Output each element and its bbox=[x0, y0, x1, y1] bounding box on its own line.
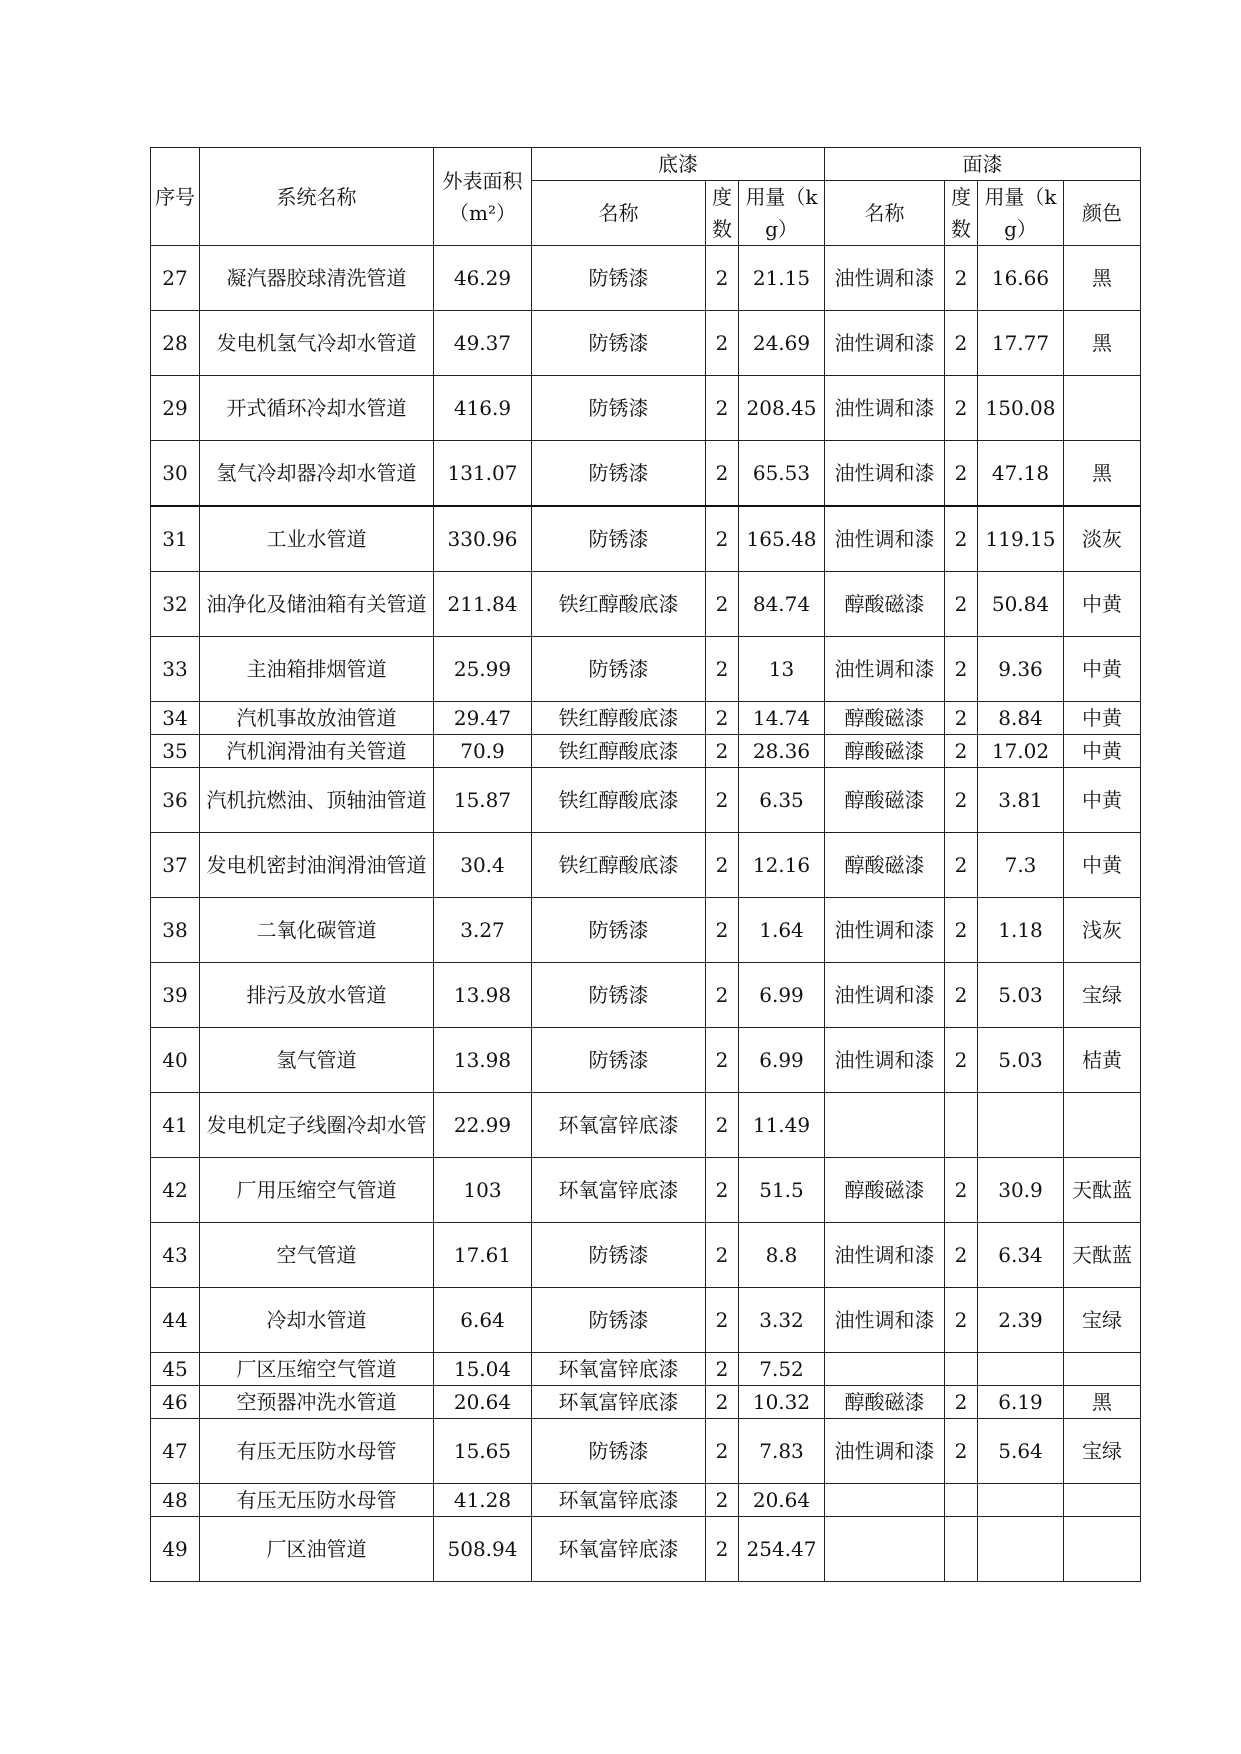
cell-topcoat-qty: 150.08 bbox=[978, 376, 1064, 441]
cell-color: 中黄 bbox=[1064, 572, 1141, 637]
cell-color bbox=[1064, 1517, 1141, 1582]
cell-topcoat-name: 醇酸磁漆 bbox=[825, 1158, 945, 1223]
cell-primer-qty: 6.99 bbox=[739, 963, 825, 1028]
cell-topcoat-coats: 2 bbox=[945, 1223, 978, 1288]
cell-topcoat-coats: 2 bbox=[945, 441, 978, 507]
cell-primer-qty: 11.49 bbox=[739, 1093, 825, 1158]
cell-primer-coats: 2 bbox=[706, 735, 739, 768]
cell-seq: 43 bbox=[151, 1223, 200, 1288]
table-row bbox=[151, 702, 1141, 735]
cell-topcoat-qty: 6.19 bbox=[978, 1386, 1064, 1419]
cell-color: 黑 bbox=[1064, 246, 1141, 311]
cell-topcoat-qty bbox=[978, 1484, 1064, 1517]
cell-primer-name: 环氧富锌底漆 bbox=[532, 1484, 706, 1517]
cell-topcoat-coats: 2 bbox=[945, 572, 978, 637]
cell-surface-area: 15.65 bbox=[434, 1419, 532, 1484]
cell-topcoat-name: 醇酸磁漆 bbox=[825, 1386, 945, 1419]
cell-system-name: 二氧化碳管道 bbox=[200, 898, 434, 963]
cell-seq: 34 bbox=[151, 702, 200, 735]
cell-primer-coats: 2 bbox=[706, 1517, 739, 1582]
cell-color: 黑 bbox=[1064, 441, 1141, 507]
cell-primer-name: 防锈漆 bbox=[532, 1419, 706, 1484]
cell-primer-name: 防锈漆 bbox=[532, 376, 706, 441]
cell-surface-area: 103 bbox=[434, 1158, 532, 1223]
cell-primer-coats: 2 bbox=[706, 1093, 739, 1158]
table-row bbox=[151, 1093, 1141, 1158]
table-row bbox=[151, 376, 1141, 441]
cell-system-name: 厂区油管道 bbox=[200, 1517, 434, 1582]
table-row bbox=[151, 441, 1141, 507]
cell-primer-coats: 2 bbox=[706, 441, 739, 507]
cell-primer-qty: 7.83 bbox=[739, 1419, 825, 1484]
cell-system-name: 汽机抗燃油、顶轴油管道 bbox=[200, 768, 434, 833]
cell-primer-coats: 2 bbox=[706, 1484, 739, 1517]
cell-topcoat-coats: 2 bbox=[945, 833, 978, 898]
cell-topcoat-qty: 16.66 bbox=[978, 246, 1064, 311]
cell-system-name: 汽机润滑油有关管道 bbox=[200, 735, 434, 768]
header-primer-qty: 用量（kg） bbox=[739, 181, 825, 246]
cell-seq: 39 bbox=[151, 963, 200, 1028]
cell-topcoat-qty: 30.9 bbox=[978, 1158, 1064, 1223]
cell-system-name: 有压无压防水母管 bbox=[200, 1484, 434, 1517]
cell-topcoat-qty: 17.02 bbox=[978, 735, 1064, 768]
cell-surface-area: 30.4 bbox=[434, 833, 532, 898]
cell-topcoat-qty: 5.03 bbox=[978, 1028, 1064, 1093]
cell-system-name: 主油箱排烟管道 bbox=[200, 637, 434, 702]
cell-primer-name: 铁红醇酸底漆 bbox=[532, 735, 706, 768]
table-row bbox=[151, 246, 1141, 311]
cell-primer-coats: 2 bbox=[706, 246, 739, 311]
cell-topcoat-coats: 2 bbox=[945, 768, 978, 833]
cell-system-name: 空气管道 bbox=[200, 1223, 434, 1288]
cell-surface-area: 20.64 bbox=[434, 1386, 532, 1419]
cell-topcoat-coats: 2 bbox=[945, 898, 978, 963]
cell-primer-qty: 65.53 bbox=[739, 441, 825, 507]
cell-seq: 36 bbox=[151, 768, 200, 833]
cell-topcoat-coats: 2 bbox=[945, 376, 978, 441]
cell-topcoat-coats: 2 bbox=[945, 1386, 978, 1419]
cell-color: 宝绿 bbox=[1064, 963, 1141, 1028]
table-row bbox=[151, 735, 1141, 768]
cell-seq: 35 bbox=[151, 735, 200, 768]
cell-system-name: 发电机氢气冷却水管道 bbox=[200, 311, 434, 376]
table-row bbox=[151, 768, 1141, 833]
header-primer-name: 名称 bbox=[532, 181, 706, 246]
cell-color: 浅灰 bbox=[1064, 898, 1141, 963]
cell-topcoat-qty: 2.39 bbox=[978, 1288, 1064, 1353]
cell-topcoat-name: 油性调和漆 bbox=[825, 506, 945, 572]
cell-primer-name: 防锈漆 bbox=[532, 637, 706, 702]
cell-topcoat-name: 油性调和漆 bbox=[825, 1028, 945, 1093]
table-row bbox=[151, 311, 1141, 376]
cell-primer-name: 铁红醇酸底漆 bbox=[532, 833, 706, 898]
table-row bbox=[151, 1223, 1141, 1288]
cell-topcoat-name: 油性调和漆 bbox=[825, 376, 945, 441]
cell-primer-coats: 2 bbox=[706, 572, 739, 637]
header-topcoat-group: 面漆 bbox=[825, 148, 1141, 181]
table-row bbox=[151, 1028, 1141, 1093]
cell-color: 宝绿 bbox=[1064, 1288, 1141, 1353]
cell-topcoat-name: 油性调和漆 bbox=[825, 1419, 945, 1484]
cell-seq: 47 bbox=[151, 1419, 200, 1484]
cell-surface-area: 3.27 bbox=[434, 898, 532, 963]
cell-primer-name: 防锈漆 bbox=[532, 1028, 706, 1093]
cell-topcoat-name: 油性调和漆 bbox=[825, 637, 945, 702]
cell-seq: 40 bbox=[151, 1028, 200, 1093]
cell-topcoat-coats: 2 bbox=[945, 311, 978, 376]
cell-system-name: 厂用压缩空气管道 bbox=[200, 1158, 434, 1223]
cell-topcoat-name: 油性调和漆 bbox=[825, 963, 945, 1028]
cell-surface-area: 25.99 bbox=[434, 637, 532, 702]
header-color: 颜色 bbox=[1064, 181, 1141, 246]
cell-topcoat-coats bbox=[945, 1093, 978, 1158]
table-row bbox=[151, 1288, 1141, 1353]
cell-system-name: 发电机定子线圈冷却水管 bbox=[200, 1093, 434, 1158]
cell-seq: 27 bbox=[151, 246, 200, 311]
cell-surface-area: 416.9 bbox=[434, 376, 532, 441]
cell-color: 黑 bbox=[1064, 1386, 1141, 1419]
cell-color: 中黄 bbox=[1064, 637, 1141, 702]
cell-topcoat-coats: 2 bbox=[945, 1028, 978, 1093]
cell-primer-qty: 3.32 bbox=[739, 1288, 825, 1353]
cell-primer-name: 铁红醇酸底漆 bbox=[532, 572, 706, 637]
cell-primer-coats: 2 bbox=[706, 506, 739, 572]
table-row bbox=[151, 1386, 1141, 1419]
cell-primer-coats: 2 bbox=[706, 1223, 739, 1288]
cell-seq: 41 bbox=[151, 1093, 200, 1158]
cell-color: 中黄 bbox=[1064, 702, 1141, 735]
cell-surface-area: 15.04 bbox=[434, 1353, 532, 1386]
cell-primer-name: 防锈漆 bbox=[532, 246, 706, 311]
cell-primer-name: 环氧富锌底漆 bbox=[532, 1517, 706, 1582]
table-row bbox=[151, 1517, 1141, 1582]
cell-topcoat-qty: 5.03 bbox=[978, 963, 1064, 1028]
header-topcoat-name: 名称 bbox=[825, 181, 945, 246]
cell-system-name: 工业水管道 bbox=[200, 506, 434, 572]
cell-surface-area: 49.37 bbox=[434, 311, 532, 376]
cell-surface-area: 13.98 bbox=[434, 1028, 532, 1093]
cell-topcoat-name: 油性调和漆 bbox=[825, 311, 945, 376]
cell-color: 桔黄 bbox=[1064, 1028, 1141, 1093]
cell-primer-coats: 2 bbox=[706, 637, 739, 702]
table-header bbox=[151, 148, 1141, 246]
cell-primer-coats: 2 bbox=[706, 898, 739, 963]
cell-color bbox=[1064, 1484, 1141, 1517]
table-row bbox=[151, 1419, 1141, 1484]
paint-schedule-table bbox=[150, 147, 1141, 1582]
cell-primer-name: 环氧富锌底漆 bbox=[532, 1386, 706, 1419]
header-primer-coats: 度数 bbox=[706, 181, 739, 246]
table-row bbox=[151, 963, 1141, 1028]
cell-seq: 42 bbox=[151, 1158, 200, 1223]
cell-color: 宝绿 bbox=[1064, 1419, 1141, 1484]
cell-topcoat-coats bbox=[945, 1484, 978, 1517]
cell-primer-name: 防锈漆 bbox=[532, 1288, 706, 1353]
cell-seq: 45 bbox=[151, 1353, 200, 1386]
cell-primer-qty: 254.47 bbox=[739, 1517, 825, 1582]
table-row bbox=[151, 572, 1141, 637]
cell-seq: 33 bbox=[151, 637, 200, 702]
cell-primer-coats: 2 bbox=[706, 311, 739, 376]
table-row bbox=[151, 1484, 1141, 1517]
cell-color: 天酞蓝 bbox=[1064, 1223, 1141, 1288]
cell-primer-coats: 2 bbox=[706, 702, 739, 735]
cell-primer-qty: 10.32 bbox=[739, 1386, 825, 1419]
cell-primer-coats: 2 bbox=[706, 1386, 739, 1419]
cell-primer-qty: 6.99 bbox=[739, 1028, 825, 1093]
cell-seq: 30 bbox=[151, 441, 200, 507]
cell-primer-name: 防锈漆 bbox=[532, 311, 706, 376]
cell-primer-coats: 2 bbox=[706, 833, 739, 898]
cell-color bbox=[1064, 376, 1141, 441]
cell-topcoat-coats: 2 bbox=[945, 1158, 978, 1223]
cell-topcoat-coats: 2 bbox=[945, 963, 978, 1028]
cell-seq: 28 bbox=[151, 311, 200, 376]
cell-primer-coats: 2 bbox=[706, 1158, 739, 1223]
cell-topcoat-coats: 2 bbox=[945, 1419, 978, 1484]
cell-primer-name: 环氧富锌底漆 bbox=[532, 1353, 706, 1386]
table-row bbox=[151, 898, 1141, 963]
cell-seq: 38 bbox=[151, 898, 200, 963]
cell-system-name: 汽机事故放油管道 bbox=[200, 702, 434, 735]
cell-system-name: 油净化及储油箱有关管道 bbox=[200, 572, 434, 637]
cell-primer-name: 铁红醇酸底漆 bbox=[532, 768, 706, 833]
cell-color: 天酞蓝 bbox=[1064, 1158, 1141, 1223]
cell-topcoat-qty: 47.18 bbox=[978, 441, 1064, 507]
cell-topcoat-name bbox=[825, 1353, 945, 1386]
cell-topcoat-qty: 1.18 bbox=[978, 898, 1064, 963]
cell-topcoat-coats: 2 bbox=[945, 506, 978, 572]
cell-primer-qty: 12.16 bbox=[739, 833, 825, 898]
cell-surface-area: 29.47 bbox=[434, 702, 532, 735]
cell-system-name: 氢气管道 bbox=[200, 1028, 434, 1093]
table-row bbox=[151, 833, 1141, 898]
cell-surface-area: 131.07 bbox=[434, 441, 532, 507]
cell-topcoat-name bbox=[825, 1517, 945, 1582]
cell-topcoat-qty: 8.84 bbox=[978, 702, 1064, 735]
cell-seq: 31 bbox=[151, 506, 200, 572]
cell-system-name: 凝汽器胶球清洗管道 bbox=[200, 246, 434, 311]
cell-topcoat-name bbox=[825, 1484, 945, 1517]
cell-surface-area: 15.87 bbox=[434, 768, 532, 833]
cell-primer-qty: 20.64 bbox=[739, 1484, 825, 1517]
header-surface-area: 外表面积（m²） bbox=[434, 148, 532, 246]
header-system-name: 系统名称 bbox=[200, 148, 434, 246]
cell-topcoat-qty: 3.81 bbox=[978, 768, 1064, 833]
cell-system-name: 排污及放水管道 bbox=[200, 963, 434, 1028]
cell-topcoat-qty: 5.64 bbox=[978, 1419, 1064, 1484]
cell-seq: 29 bbox=[151, 376, 200, 441]
cell-topcoat-name: 油性调和漆 bbox=[825, 1288, 945, 1353]
cell-seq: 32 bbox=[151, 572, 200, 637]
cell-primer-coats: 2 bbox=[706, 963, 739, 1028]
header-seq: 序号 bbox=[151, 148, 200, 246]
cell-primer-coats: 2 bbox=[706, 1028, 739, 1093]
table-body bbox=[151, 246, 1141, 1582]
cell-primer-qty: 21.15 bbox=[739, 246, 825, 311]
cell-color bbox=[1064, 1093, 1141, 1158]
table-row bbox=[151, 1353, 1141, 1386]
cell-topcoat-qty: 6.34 bbox=[978, 1223, 1064, 1288]
cell-primer-qty: 13 bbox=[739, 637, 825, 702]
cell-primer-qty: 84.74 bbox=[739, 572, 825, 637]
header-topcoat-coats: 度数 bbox=[945, 181, 978, 246]
cell-primer-name: 防锈漆 bbox=[532, 506, 706, 572]
cell-surface-area: 22.99 bbox=[434, 1093, 532, 1158]
cell-topcoat-coats: 2 bbox=[945, 735, 978, 768]
cell-surface-area: 46.29 bbox=[434, 246, 532, 311]
cell-primer-qty: 24.69 bbox=[739, 311, 825, 376]
cell-system-name: 发电机密封油润滑油管道 bbox=[200, 833, 434, 898]
cell-topcoat-qty: 119.15 bbox=[978, 506, 1064, 572]
table-row bbox=[151, 637, 1141, 702]
cell-seq: 44 bbox=[151, 1288, 200, 1353]
cell-seq: 48 bbox=[151, 1484, 200, 1517]
cell-surface-area: 6.64 bbox=[434, 1288, 532, 1353]
cell-primer-coats: 2 bbox=[706, 768, 739, 833]
cell-topcoat-name: 醇酸磁漆 bbox=[825, 735, 945, 768]
cell-primer-name: 防锈漆 bbox=[532, 1223, 706, 1288]
cell-surface-area: 330.96 bbox=[434, 506, 532, 572]
cell-system-name: 开式循环冷却水管道 bbox=[200, 376, 434, 441]
cell-topcoat-name bbox=[825, 1093, 945, 1158]
cell-color: 黑 bbox=[1064, 311, 1141, 376]
cell-primer-name: 铁红醇酸底漆 bbox=[532, 702, 706, 735]
header-topcoat-qty: 用量（kg） bbox=[978, 181, 1064, 246]
cell-primer-coats: 2 bbox=[706, 1288, 739, 1353]
cell-topcoat-name: 油性调和漆 bbox=[825, 1223, 945, 1288]
cell-topcoat-qty: 9.36 bbox=[978, 637, 1064, 702]
cell-topcoat-qty bbox=[978, 1353, 1064, 1386]
cell-color: 中黄 bbox=[1064, 735, 1141, 768]
cell-color: 中黄 bbox=[1064, 768, 1141, 833]
cell-primer-coats: 2 bbox=[706, 376, 739, 441]
cell-primer-coats: 2 bbox=[706, 1353, 739, 1386]
table-row bbox=[151, 506, 1141, 572]
cell-color bbox=[1064, 1353, 1141, 1386]
cell-surface-area: 211.84 bbox=[434, 572, 532, 637]
cell-topcoat-coats: 2 bbox=[945, 637, 978, 702]
cell-primer-qty: 165.48 bbox=[739, 506, 825, 572]
cell-topcoat-qty: 17.77 bbox=[978, 311, 1064, 376]
cell-topcoat-qty bbox=[978, 1093, 1064, 1158]
cell-topcoat-coats bbox=[945, 1353, 978, 1386]
header-primer-group: 底漆 bbox=[532, 148, 825, 181]
cell-color: 中黄 bbox=[1064, 833, 1141, 898]
cell-surface-area: 17.61 bbox=[434, 1223, 532, 1288]
cell-topcoat-name: 油性调和漆 bbox=[825, 246, 945, 311]
cell-primer-qty: 14.74 bbox=[739, 702, 825, 735]
cell-seq: 46 bbox=[151, 1386, 200, 1419]
cell-topcoat-coats: 2 bbox=[945, 1288, 978, 1353]
cell-topcoat-qty bbox=[978, 1517, 1064, 1582]
cell-system-name: 有压无压防水母管 bbox=[200, 1419, 434, 1484]
cell-surface-area: 70.9 bbox=[434, 735, 532, 768]
cell-topcoat-name: 醇酸磁漆 bbox=[825, 768, 945, 833]
cell-primer-coats: 2 bbox=[706, 1419, 739, 1484]
cell-primer-qty: 6.35 bbox=[739, 768, 825, 833]
cell-topcoat-qty: 7.3 bbox=[978, 833, 1064, 898]
cell-seq: 37 bbox=[151, 833, 200, 898]
cell-color: 淡灰 bbox=[1064, 506, 1141, 572]
cell-primer-name: 环氧富锌底漆 bbox=[532, 1093, 706, 1158]
cell-topcoat-coats: 2 bbox=[945, 246, 978, 311]
cell-topcoat-name: 醇酸磁漆 bbox=[825, 833, 945, 898]
cell-topcoat-name: 油性调和漆 bbox=[825, 898, 945, 963]
cell-primer-name: 防锈漆 bbox=[532, 898, 706, 963]
cell-topcoat-name: 醇酸磁漆 bbox=[825, 702, 945, 735]
cell-primer-qty: 51.5 bbox=[739, 1158, 825, 1223]
cell-topcoat-coats: 2 bbox=[945, 702, 978, 735]
cell-topcoat-name: 醇酸磁漆 bbox=[825, 572, 945, 637]
cell-primer-name: 防锈漆 bbox=[532, 963, 706, 1028]
cell-primer-name: 防锈漆 bbox=[532, 441, 706, 507]
cell-system-name: 空预器冲洗水管道 bbox=[200, 1386, 434, 1419]
cell-primer-qty: 1.64 bbox=[739, 898, 825, 963]
cell-primer-qty: 28.36 bbox=[739, 735, 825, 768]
cell-surface-area: 13.98 bbox=[434, 963, 532, 1028]
cell-primer-qty: 8.8 bbox=[739, 1223, 825, 1288]
cell-primer-qty: 7.52 bbox=[739, 1353, 825, 1386]
cell-system-name: 氢气冷却器冷却水管道 bbox=[200, 441, 434, 507]
cell-system-name: 冷却水管道 bbox=[200, 1288, 434, 1353]
table-row bbox=[151, 1158, 1141, 1223]
cell-surface-area: 508.94 bbox=[434, 1517, 532, 1582]
cell-topcoat-coats bbox=[945, 1517, 978, 1582]
cell-topcoat-qty: 50.84 bbox=[978, 572, 1064, 637]
cell-topcoat-name: 油性调和漆 bbox=[825, 441, 945, 507]
cell-primer-qty: 208.45 bbox=[739, 376, 825, 441]
cell-surface-area: 41.28 bbox=[434, 1484, 532, 1517]
cell-primer-name: 环氧富锌底漆 bbox=[532, 1158, 706, 1223]
cell-seq: 49 bbox=[151, 1517, 200, 1582]
cell-system-name: 厂区压缩空气管道 bbox=[200, 1353, 434, 1386]
